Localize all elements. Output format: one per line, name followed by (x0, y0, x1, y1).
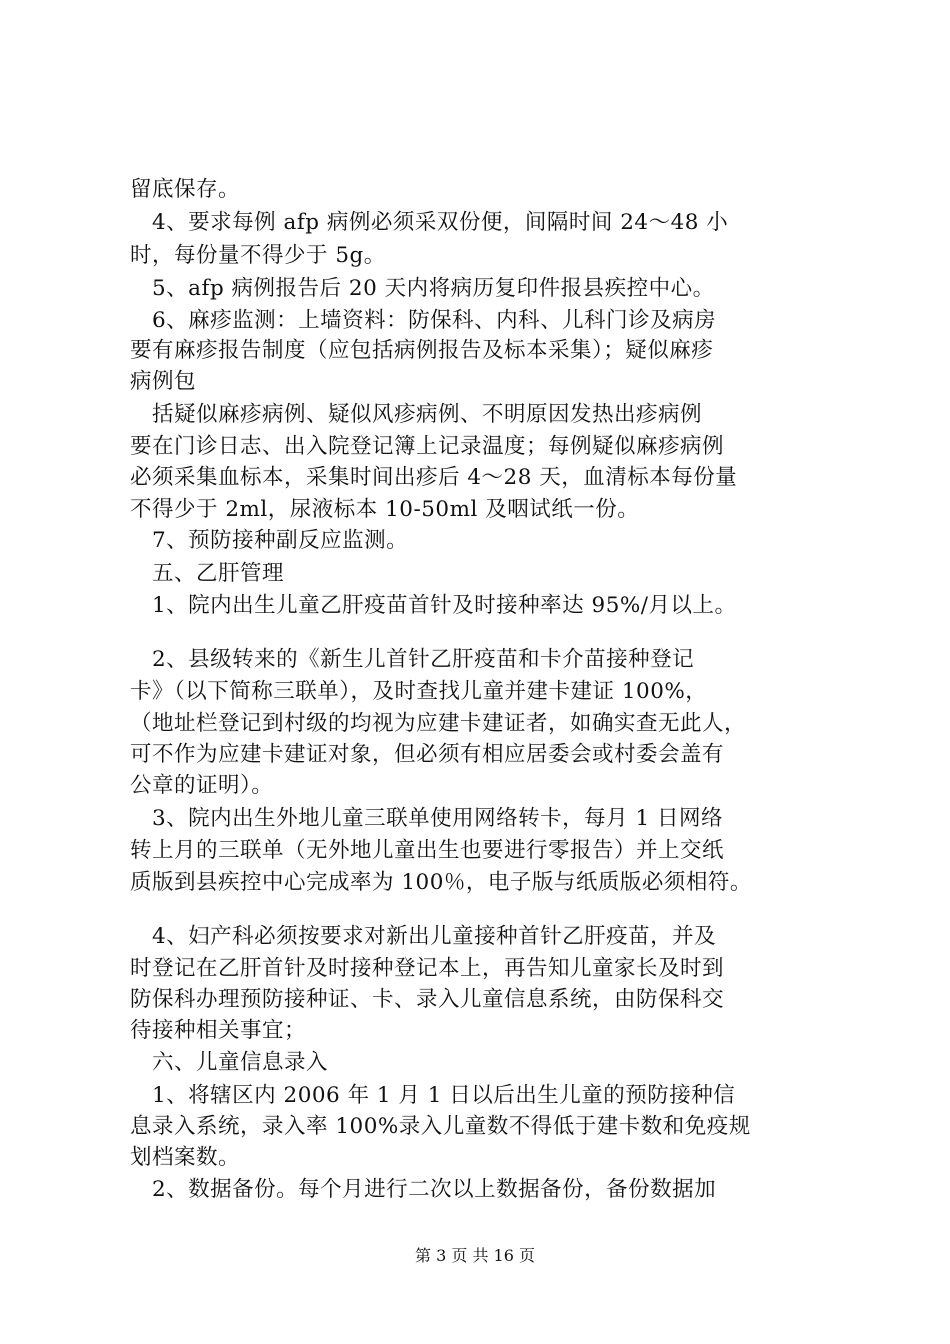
text-line: 要有麻疹报告制度（应包括病例报告及标本采集）；疑似麻疹 (130, 338, 714, 363)
text-line: 留底保存。 (130, 177, 241, 202)
text-line: 病例包 (130, 369, 197, 394)
text-line: 质版到县疾控中心完成率为 100％，电子版与纸质版必须相符。 (130, 870, 752, 895)
text-line: 2、数据备份。每个月进行二次以上数据备份，备份数据加 (130, 1177, 717, 1202)
text-line: 要在门诊日志、出入院登记簿上记录温度；每例疑似麻疹病例 (130, 434, 725, 459)
text-line: 防保科办理预防接种证、卡、录入儿童信息系统，由防保科交 (130, 987, 725, 1012)
text-line: 括疑似麻疹病例、疑似风疹病例、不明原因发热出疹病例 (130, 402, 703, 427)
text-line: 必须采集血标本，采集时间出疹后 4～28 天，血清标本每份量 (130, 465, 738, 490)
text-line: （地址栏登记到村级的均视为应建卡建证者，如确实查无此人， (130, 711, 747, 736)
text-line: 时，每份量不得少于 5g。 (130, 243, 386, 268)
page-number-footer: 第 3 页 共 16 页 (415, 1246, 535, 1265)
text-line: 公章的证明）。 (130, 773, 274, 798)
text-line: 3、院内出生外地儿童三联单使用网络转卡，每月 1 日网络 (130, 806, 724, 831)
text-line: 1、将辖区内 2006 年 1 月 1 日以后出生儿童的预防接种信 (130, 1083, 736, 1108)
text-line: 2、县级转来的《新生儿首针乙肝疫苗和卡介苗接种登记 (130, 647, 695, 672)
text-line: 不得少于 2ml，尿液标本 10-50ml 及咽试纸一份。 (130, 497, 640, 522)
text-line: 可不作为应建卡建证对象，但必须有相应居委会或村委会盖有 (130, 742, 725, 767)
text-line: 卡》（以下简称三联单），及时查找儿童并建卡建证 100%， (130, 679, 708, 704)
text-line: 时登记在乙肝首针及时接种登记本上，再告知儿童家长及时到 (130, 956, 725, 981)
text-line: 4、要求每例 afp 病例必须采双份便，间隔时间 24～48 小 (130, 210, 729, 235)
text-line: 7、预防接种副反应监测。 (130, 528, 409, 553)
text-line: 待接种相关事宜； (130, 1018, 307, 1043)
text-line: 6、麻疹监测：上墙资料：防保科、内科、儿科门诊及病房 (130, 308, 717, 333)
text-line: 5、afp 病例报告后 20 天内将病历复印件报县疾控中心。 (130, 276, 715, 301)
text-line: 4、妇产科必须按要求对新出儿童接种首针乙肝疫苗，并及 (130, 924, 717, 949)
text-line: 息录入系统，录入率 100%录入儿童数不得低于建卡数和免疫规 (130, 1114, 751, 1139)
text-line: 1、院内出生儿童乙肝疫苗首针及时接种率达 95%/月以上。 (130, 593, 737, 618)
text-line: 划档案数。 (130, 1145, 241, 1170)
section-heading: 六、儿童信息录入 (130, 1050, 329, 1075)
text-line: 转上月的三联单（无外地儿童出生也要进行零报告）并上交纸 (130, 838, 725, 863)
section-heading: 五、乙肝管理 (130, 561, 285, 586)
